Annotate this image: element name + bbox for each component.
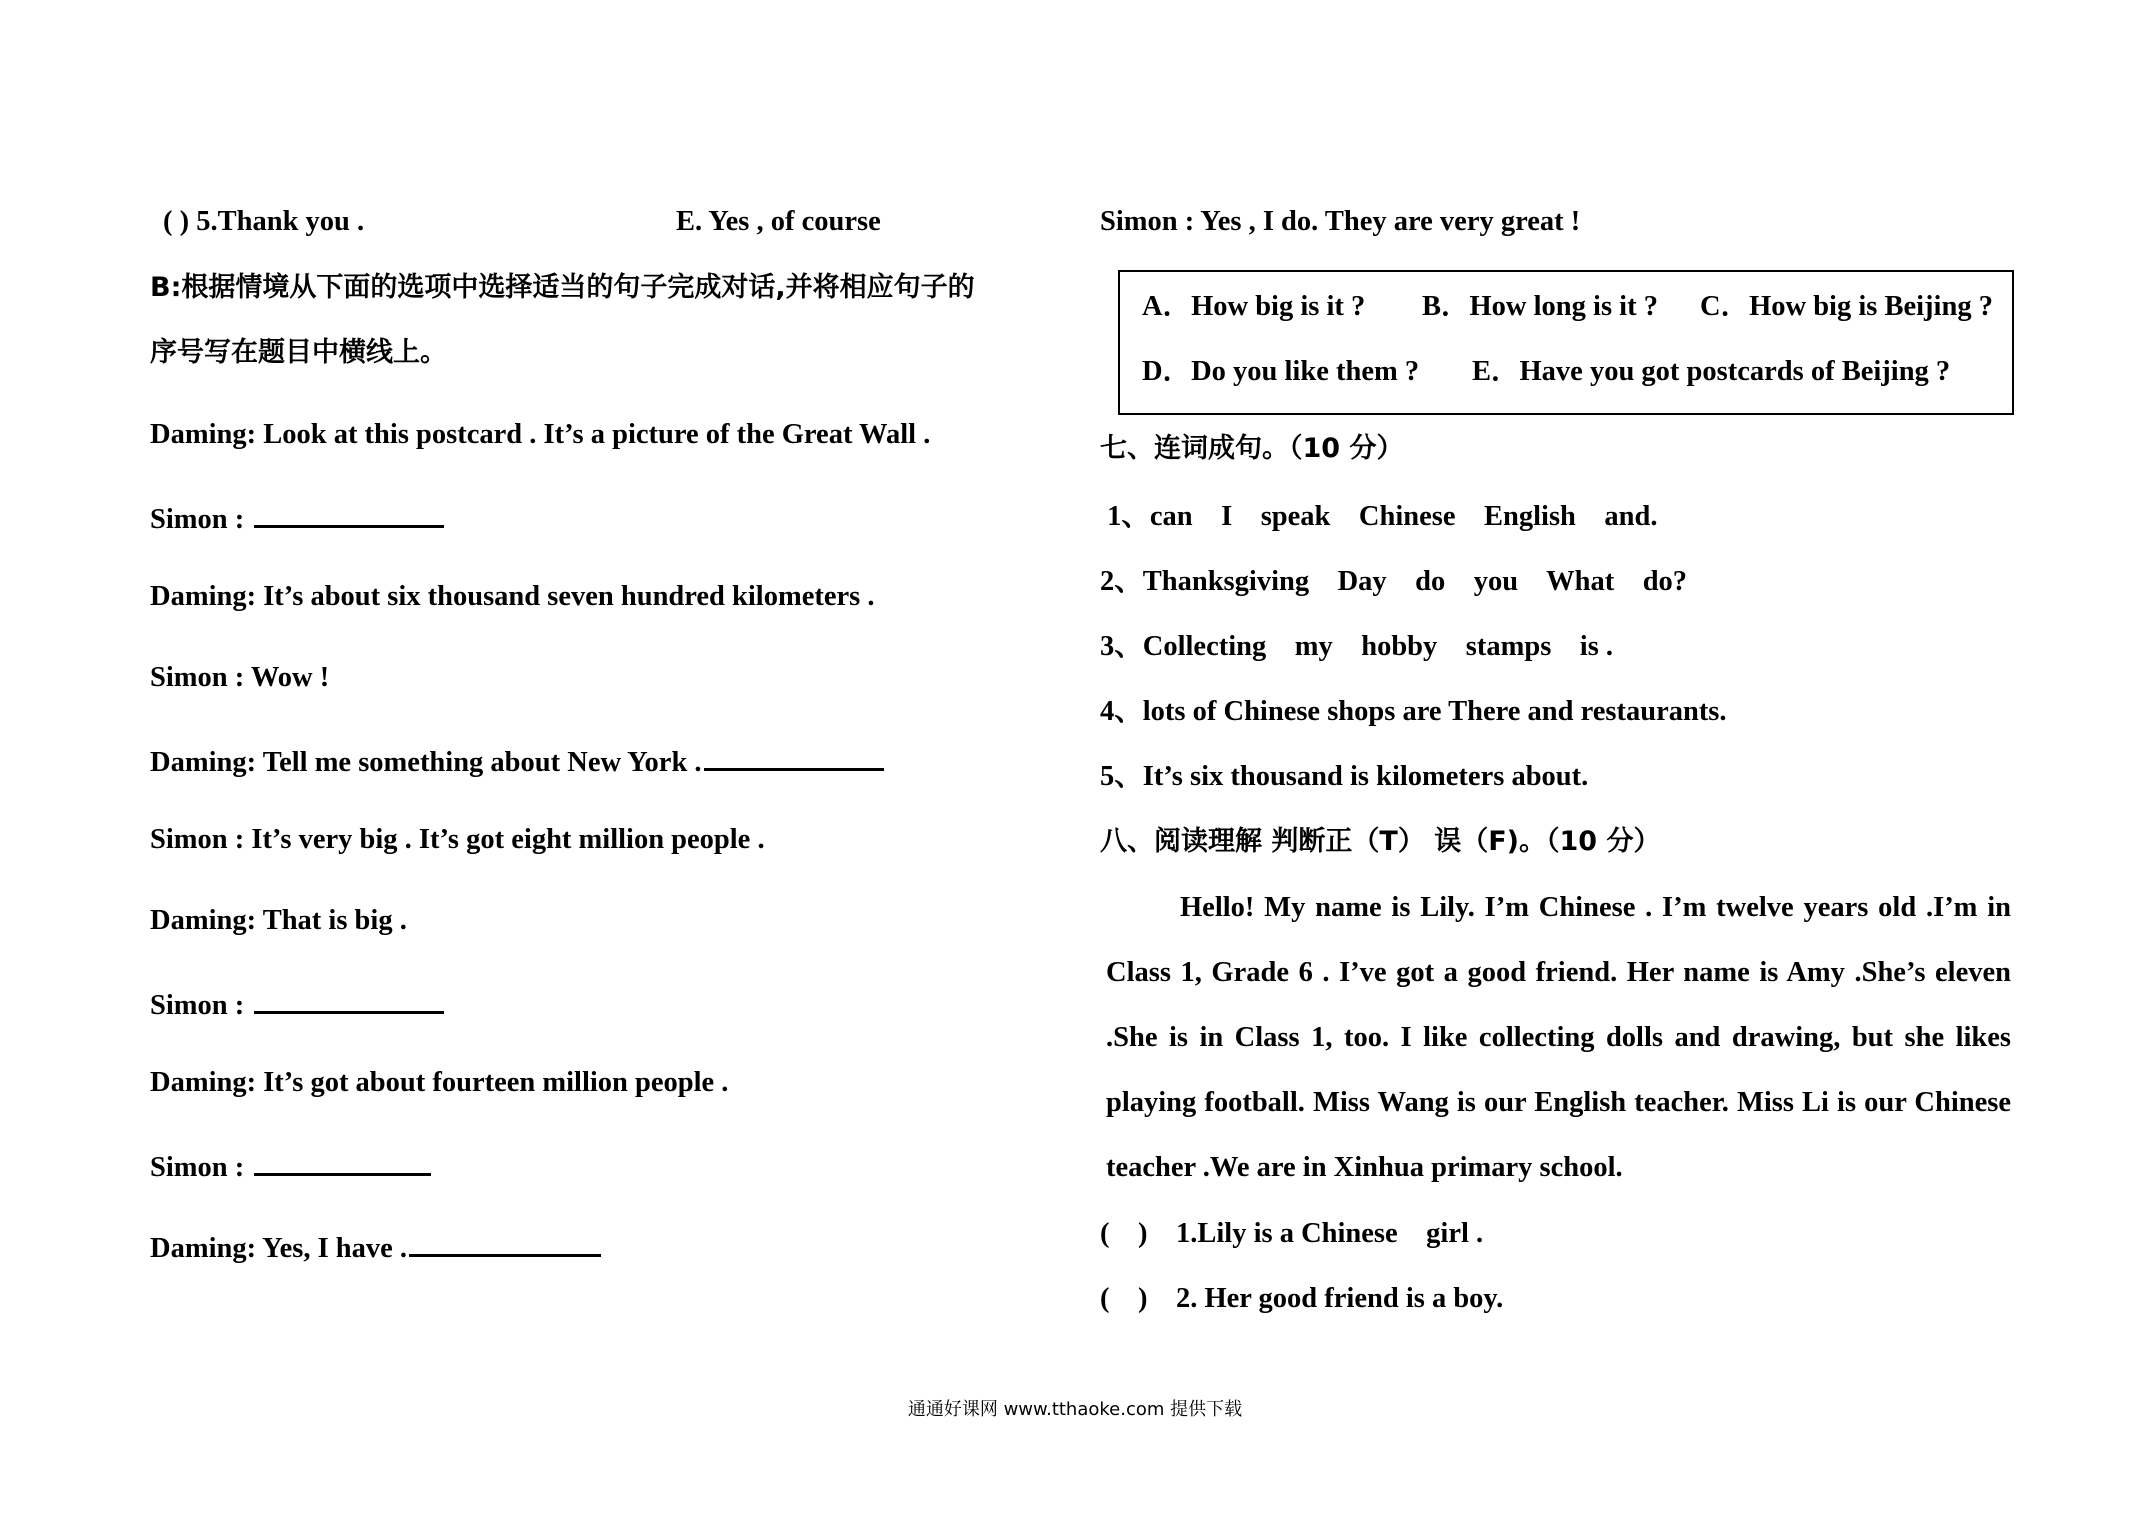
section-8-title: 八、阅读理解 判断正（T） 误（F)。（10 分） [1100, 826, 1661, 857]
option-a: A．How big is it ? [1142, 291, 1366, 322]
section-7-item-2: 2、Thanksgiving Day do you What do? [1100, 566, 1688, 597]
section-7-item-4: 4、lots of Chinese shops are There and restaurants. [1100, 696, 1727, 727]
answer-blank-2[interactable] [704, 742, 884, 771]
dialogue-line-9: Daming: It’s got about fourteen million people . [150, 1067, 729, 1098]
option-e: E．Have you got postcards of Beijing ? [1472, 356, 1951, 387]
dialogue-line-11 [150, 1228, 601, 1266]
answer-blank-3[interactable] [254, 985, 444, 1014]
question-5 [163, 205, 364, 239]
dialogue-line-7: Daming: That is big . [150, 905, 407, 936]
options-box [1118, 270, 2014, 415]
dialogue-line-6: Simon : It’s very big . It’s got eight million people . [150, 824, 765, 855]
answer-blank-5[interactable] [409, 1228, 601, 1257]
section-7-item-3: 3、Collecting my hobby stamps is . [1100, 631, 1614, 662]
reading-passage: Hello! My name is Lily. I’m Chinese . I’m twelve years old .I’m in Class 1, Grade 6 . I’ve got a good friend. Her name is Amy .She’s eleven .She is in Class 1, too. I like collecting dolls and drawing, but she likes playing football. Miss Wang is our English teacher. Miss Li is our Chinese teacher .We are in Xinhua primary school. [1106, 892, 2011, 1183]
reading-question-1: ( ) 1.Lily is a Chinese girl . [1100, 1218, 1484, 1249]
option-d: D．Do you like them ? [1142, 356, 1420, 387]
option-c: C．How big is Beijing ? [1700, 291, 1993, 322]
section-b-instruction-1: B:根据情境从下面的选项中选择适当的句子完成对话,并将相应句子的 [150, 272, 975, 303]
option-b: B．How long is it ? [1422, 291, 1658, 322]
simon-reply: Simon : Yes , I do. They are very great ! [1100, 206, 1581, 237]
dialogue-line-4: Simon : Wow ! [150, 662, 330, 693]
question-5-option: E. Yes , of course [676, 206, 881, 237]
reading-question-2: ( ) 2. Her good friend is a boy. [1100, 1283, 1504, 1314]
dialogue-line-3: Daming: It’s about six thousand seven hundred kilometers . [150, 581, 875, 612]
dialogue-line-5-text: Daming: Tell me something about New York . [150, 747, 702, 778]
answer-blank-1[interactable] [254, 499, 444, 528]
speaker-simon: Simon : [150, 504, 245, 535]
question-5-text: 5.Thank you . [196, 206, 365, 237]
speaker-simon: Simon : [150, 990, 245, 1021]
dialogue-line-8 [150, 985, 444, 1023]
answer-paren: ( ) [163, 206, 197, 237]
footer-credit: 通通好课网 www.tthaoke.com 提供下载 [907, 1399, 1243, 1420]
speaker-simon: Simon : [150, 1152, 245, 1183]
dialogue-line-1: Daming: Look at this postcard . It’s a picture of the Great Wall . [150, 419, 931, 450]
dialogue-line-2 [150, 499, 444, 537]
section-7-title: 七、连词成句。（10 分） [1100, 433, 1404, 464]
dialogue-line-5 [150, 742, 884, 780]
dialogue-line-11-text: Daming: Yes, I have . [150, 1233, 408, 1264]
section-7-item-5: 5、It’s six thousand is kilometers about. [1100, 761, 1589, 792]
dialogue-line-10 [150, 1147, 431, 1185]
section-b-instruction-2: 序号写在题目中横线上。 [150, 337, 447, 368]
answer-blank-4[interactable] [254, 1147, 431, 1176]
section-7-item-1: 1、can I speak Chinese English and. [1100, 501, 1658, 532]
